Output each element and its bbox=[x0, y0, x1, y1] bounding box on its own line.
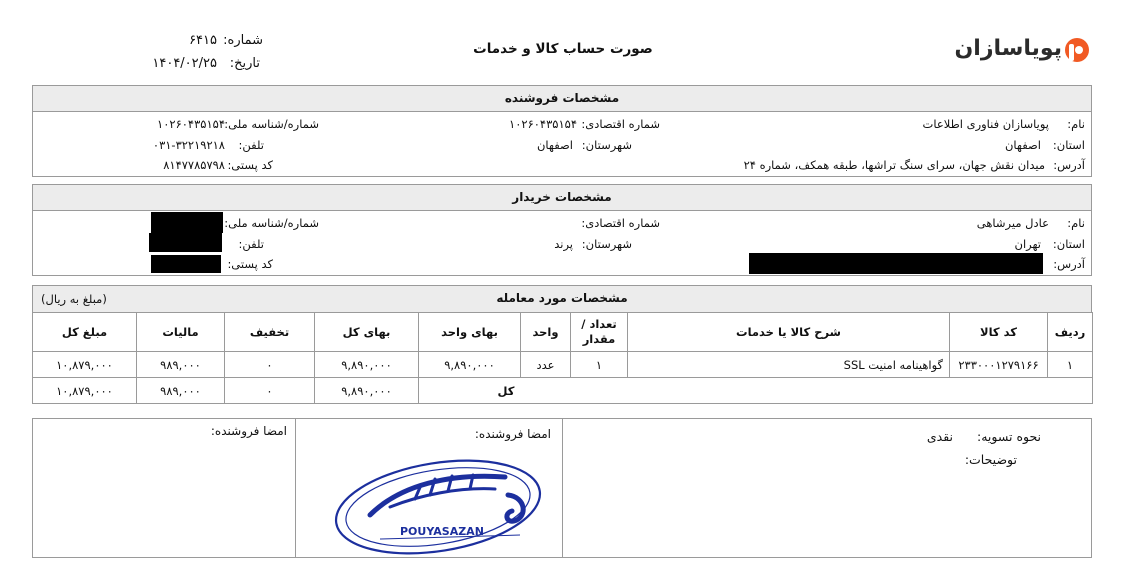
seller-name-label: نام: bbox=[1067, 117, 1085, 131]
buyer-postal-label: کد پستی: bbox=[227, 257, 273, 271]
footer-divider-2 bbox=[562, 419, 563, 557]
totals-tax: ۹۸۹,۰۰۰ bbox=[137, 378, 225, 404]
seller-section bbox=[32, 85, 1092, 177]
seller-phone-value: ۰۳۱-۳۲۲۱۹۲۱۸ bbox=[152, 138, 225, 152]
seller-section-title: مشخصات فروشنده bbox=[33, 86, 1091, 112]
row-amount: ۱۰,۸۷۹,۰۰۰ bbox=[33, 352, 137, 378]
seller-name-value: پویاسازان فناوری اطلاعات bbox=[922, 117, 1049, 131]
transaction-section bbox=[32, 285, 1092, 312]
column-header: مبلغ کل bbox=[33, 313, 137, 352]
seller-postal-value: ۸۱۴۷۷۸۵۷۹۸ bbox=[163, 158, 225, 172]
column-header: واحد bbox=[521, 313, 571, 352]
brand-logo-icon bbox=[1062, 35, 1090, 65]
footer-divider-1 bbox=[295, 419, 296, 557]
settlement-label: نحوه تسویه: bbox=[976, 429, 1041, 444]
seller-postal-label: کد پستی: bbox=[227, 158, 273, 172]
row-description: گواهینامه امنیت SSL bbox=[628, 352, 950, 378]
buyer-phone-label: تلفن: bbox=[238, 237, 264, 251]
date-label: تاریخ: bbox=[229, 56, 260, 71]
company-stamp bbox=[330, 455, 545, 555]
number-label: شماره: bbox=[223, 33, 263, 48]
transaction-section-title: مشخصات مورد معامله bbox=[33, 286, 1091, 312]
row-unit-price: ۹,۸۹۰,۰۰۰ bbox=[419, 352, 521, 378]
buyer-sign-label: امضا فروشنده: bbox=[210, 424, 287, 438]
items-table bbox=[32, 312, 1093, 404]
column-header: ردیف bbox=[1048, 313, 1093, 352]
buyer-natid-redaction bbox=[151, 212, 223, 233]
buyer-address-label: آدرس: bbox=[1053, 257, 1085, 271]
column-header: تخفیف bbox=[225, 313, 315, 352]
footer-section bbox=[32, 418, 1092, 558]
seller-province-value: اصفهان bbox=[1004, 138, 1041, 152]
buyer-econ-label: شماره اقتصادی: bbox=[581, 216, 660, 230]
row-index: ۱ bbox=[1048, 352, 1093, 378]
totals-row bbox=[33, 378, 1093, 404]
settlement-value: نقدی bbox=[926, 429, 953, 444]
buyer-address-redaction bbox=[749, 253, 1043, 274]
logo bbox=[954, 34, 1092, 66]
column-header: بهای کل bbox=[315, 313, 419, 352]
seller-natid-value: ۱۰۲۶۰۴۳۵۱۵۴ bbox=[157, 117, 225, 131]
seller-econ-value: ۱۰۲۶۰۴۳۵۱۵۴ bbox=[509, 117, 577, 131]
totals-label: کل bbox=[419, 378, 521, 404]
row-total-price: ۹,۸۹۰,۰۰۰ bbox=[315, 352, 419, 378]
page-title: صورت حساب کالا و خدمات bbox=[473, 41, 653, 57]
buyer-province-label: استان: bbox=[1052, 237, 1085, 251]
table-header-row bbox=[33, 313, 1093, 352]
date-value: ۱۴۰۴/۰۲/۲۵ bbox=[152, 56, 217, 71]
row-code: ۲۳۳۰۰۰۱۲۷۹۱۶۶ bbox=[950, 352, 1048, 378]
seller-address-label: آدرس: bbox=[1053, 158, 1085, 172]
totals-amount: ۱۰,۸۷۹,۰۰۰ bbox=[33, 378, 137, 404]
buyer-postal-redaction bbox=[151, 255, 221, 273]
buyer-province-value: تهران bbox=[1014, 237, 1041, 251]
seller-province-label: استان: bbox=[1052, 138, 1085, 152]
seller-address-value: میدان نقش جهان، سرای سنگ تراشها، طبقه همکف، شماره ۲۴ bbox=[743, 158, 1045, 172]
seller-sign-label: امضا فروشنده: bbox=[474, 427, 551, 441]
buyer-name-label: نام: bbox=[1067, 216, 1085, 230]
seller-city-label: شهرستان: bbox=[581, 138, 632, 152]
column-header: کد کالا bbox=[950, 313, 1048, 352]
seller-natid-label: شماره/شناسه ملی: bbox=[224, 117, 319, 131]
row-discount: ۰ bbox=[225, 352, 315, 378]
totals-spacer bbox=[521, 378, 1093, 404]
buyer-phone-redaction bbox=[149, 233, 222, 252]
stamp-text: POUYASAZAN bbox=[400, 525, 484, 538]
buyer-city-label: شهرستان: bbox=[581, 237, 632, 251]
currency-note: (مبلغ به ریال) bbox=[41, 292, 107, 306]
seller-econ-label: شماره اقتصادی: bbox=[581, 117, 660, 131]
notes-label: توضیحات: bbox=[964, 452, 1017, 467]
buyer-city-value: پرند bbox=[554, 237, 573, 251]
row-quantity: ۱ bbox=[571, 352, 628, 378]
seller-phone-label: تلفن: bbox=[238, 138, 264, 152]
buyer-section bbox=[32, 184, 1092, 276]
column-header: مالیات bbox=[137, 313, 225, 352]
buyer-name-value: عادل میرشاهی bbox=[976, 216, 1049, 230]
totals-discount: ۰ bbox=[225, 378, 315, 404]
row-tax: ۹۸۹,۰۰۰ bbox=[137, 352, 225, 378]
logo-text: پویاسازان bbox=[954, 36, 1062, 61]
table-row bbox=[33, 352, 1093, 378]
seller-city-value: اصفهان bbox=[536, 138, 573, 152]
column-header: شرح کالا یا خدمات bbox=[628, 313, 950, 352]
column-header: تعداد / مقدار bbox=[571, 313, 628, 352]
buyer-section-title: مشخصات خریدار bbox=[33, 185, 1091, 211]
row-unit: عدد bbox=[521, 352, 571, 378]
number-value: ۶۴۱۵ bbox=[189, 33, 217, 48]
totals-total-price: ۹,۸۹۰,۰۰۰ bbox=[315, 378, 419, 404]
column-header: بهای واحد bbox=[419, 313, 521, 352]
buyer-natid-label: شماره/شناسه ملی: bbox=[224, 216, 319, 230]
